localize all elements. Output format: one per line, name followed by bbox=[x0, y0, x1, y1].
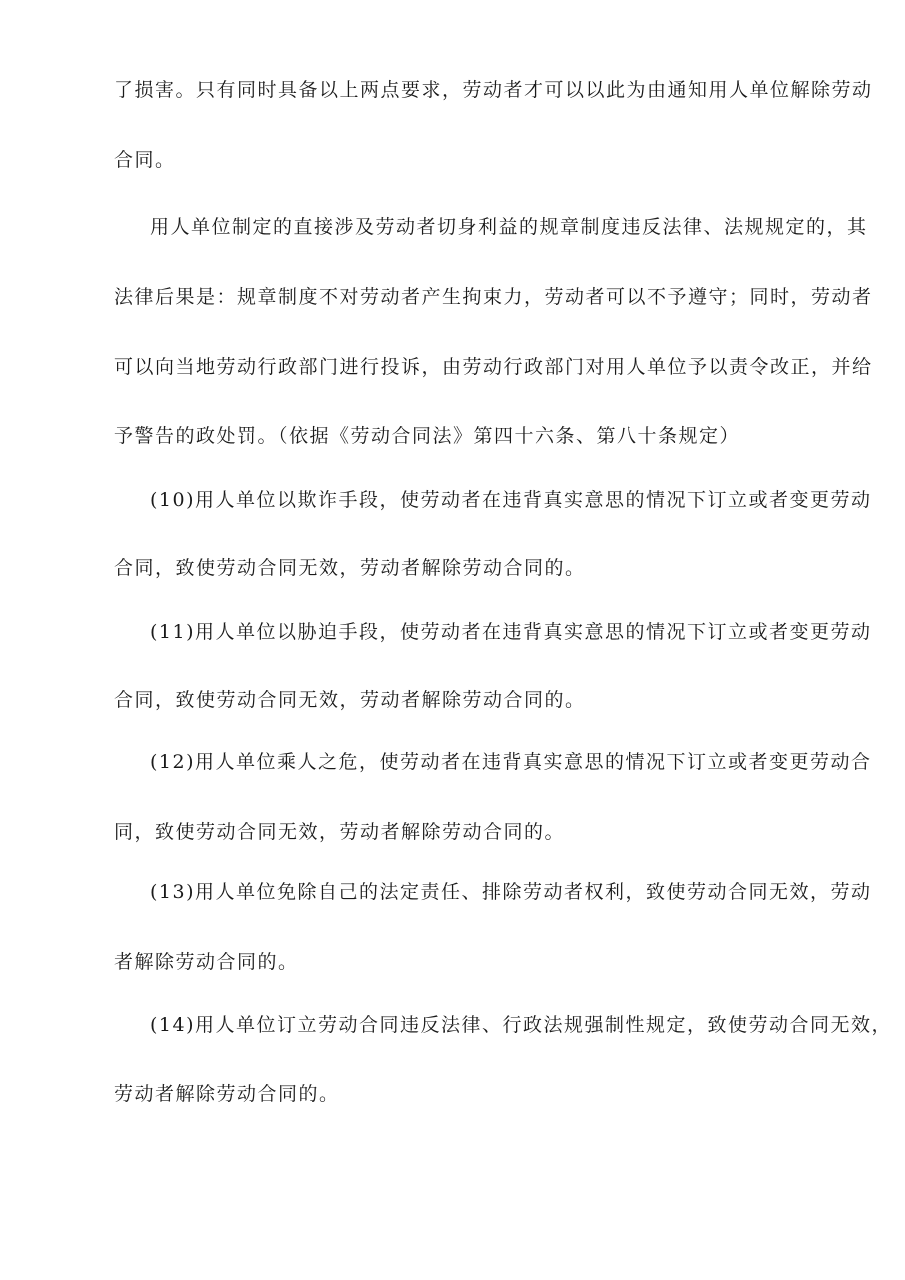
text-line: 予警告的政处罚。（依据《劳动合同法》第四十六条、第八十条规定） bbox=[114, 425, 741, 447]
text-line: 合同，致使劳动合同无效，劳动者解除劳动合同的。 bbox=[114, 557, 586, 579]
text-line: 法律后果是：规章制度不对劳动者产生拘束力，劳动者可以不予遵守；同时，劳动者 bbox=[114, 286, 873, 308]
text-line: (10)用人单位以欺诈手段，使劳动者在违背真实意思的情况下订立或者变更劳动 bbox=[150, 489, 872, 511]
text-line: 者解除劳动合同的。 bbox=[114, 951, 299, 973]
text-line: (14)用人单位订立劳动合同违反法律、行政法规强制性规定，致使劳动合同无效， bbox=[150, 1014, 893, 1036]
text-line: 同，致使劳动合同无效，劳动者解除劳动合同的。 bbox=[114, 821, 566, 843]
text-line: (12)用人单位乘人之危，使劳动者在违背真实意思的情况下订立或者变更劳动合 bbox=[150, 751, 872, 773]
text-line: 劳动者解除劳动合同的。 bbox=[114, 1083, 340, 1105]
text-line: 合同，致使劳动合同无效，劳动者解除劳动合同的。 bbox=[114, 689, 586, 711]
text-line: 可以向当地劳动行政部门进行投诉，由劳动行政部门对用人单位予以责令改正，并给 bbox=[114, 356, 873, 378]
text-line: 合同。 bbox=[114, 149, 176, 171]
text-line: 用人单位制定的直接涉及劳动者切身利益的规章制度违反法律、法规规定的，其 bbox=[150, 216, 868, 238]
text-line: (13)用人单位免除自己的法定责任、排除劳动者权利，致使劳动合同无效，劳动 bbox=[150, 881, 872, 903]
text-line: (11)用人单位以胁迫手段，使劳动者在违背真实意思的情况下订立或者变更劳动 bbox=[150, 621, 872, 643]
text-line: 了损害。只有同时具备以上两点要求，劳动者才可以以此为由通知用人单位解除劳动 bbox=[114, 79, 873, 101]
